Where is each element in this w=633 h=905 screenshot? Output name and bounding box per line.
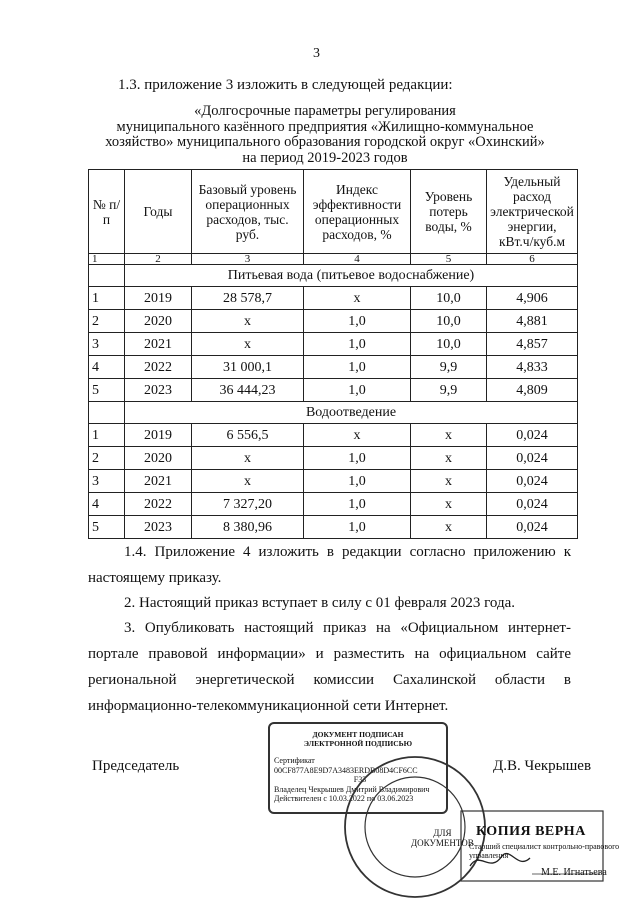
- table-cell: 8 380,96: [192, 516, 304, 539]
- table-row: [89, 333, 578, 356]
- table-cell: 2020: [125, 447, 192, 470]
- table-cell: 2023: [125, 379, 192, 402]
- table-row: [89, 516, 578, 539]
- column-index-row: [89, 254, 578, 265]
- section-header-row: [89, 265, 578, 287]
- title-line: муниципального казённого предприятия «Жилищно-коммунальное: [116, 118, 534, 135]
- table-cell: 1,0: [304, 333, 411, 356]
- table-cell: 2: [89, 310, 125, 333]
- header-cell: Удельный расход электрической энергии, кВт.ч/куб.м: [487, 170, 578, 254]
- index-cell: 1: [89, 254, 125, 265]
- table-cell: 0,024: [487, 424, 578, 447]
- intro-line: 1.3. приложение 3 изложить в следующей редакции:: [118, 77, 453, 93]
- table-cell: 1,0: [304, 356, 411, 379]
- paragraph-2: 2. Настоящий приказ вступает в силу с 01 февраля 2023 года.: [124, 595, 516, 611]
- table-cell: 0,024: [487, 493, 578, 516]
- table-cell: 1: [89, 287, 125, 310]
- table-cell: х: [411, 470, 487, 493]
- title-line: на период 2019-2023 годов: [242, 149, 408, 166]
- seal-inner-ring: [365, 777, 465, 877]
- table-cell: 2022: [125, 356, 192, 379]
- table-row: [89, 470, 578, 493]
- table-cell: 1,0: [304, 379, 411, 402]
- table-cell: х: [411, 516, 487, 539]
- index-cell: 2: [125, 254, 192, 265]
- header-cell: Базовый уровень операционных расходов, тыс. руб.: [192, 170, 304, 254]
- table-cell: 2023: [125, 516, 192, 539]
- page-number: 3: [313, 46, 320, 61]
- table-cell: 2022: [125, 493, 192, 516]
- table-cell: 2019: [125, 424, 192, 447]
- table-cell: х: [304, 287, 411, 310]
- index-cell: 5: [411, 254, 487, 265]
- header-cell: Индекс эффективности операционных расходов, %: [304, 170, 411, 254]
- section-header-row: [89, 402, 578, 424]
- table-cell: 9,9: [411, 356, 487, 379]
- header-cell: Годы: [125, 170, 192, 254]
- table-cell: 3: [89, 470, 125, 493]
- header-cell: Уровень потерь воды, %: [411, 170, 487, 254]
- table-cell: х: [192, 310, 304, 333]
- copy-verifier-position: Старший специалист контрольно-правового управления: [469, 842, 620, 860]
- table-row: [89, 424, 578, 447]
- table-row: [89, 447, 578, 470]
- table-cell: 10,0: [411, 333, 487, 356]
- table-cell: 4,906: [487, 287, 578, 310]
- table-row: [89, 310, 578, 333]
- table-cell: х: [192, 447, 304, 470]
- paragraph-1-4: 1.4. Приложение 4 изложить в редакции согласно приложению к настоящему приказу.: [88, 544, 571, 586]
- table-cell: х: [304, 424, 411, 447]
- esign-cert: F33: [353, 775, 367, 784]
- parameters-table: [88, 169, 578, 539]
- table-cell: х: [411, 424, 487, 447]
- table-cell: 2020: [125, 310, 192, 333]
- esign-cert: Сертификат 00CF877A8E9D7A3483ERDB08D4CF6CC: [274, 756, 418, 775]
- copy-verified-label: КОПИЯ ВЕРНА: [476, 824, 586, 839]
- table-cell: 1: [89, 424, 125, 447]
- table-cell: 0,024: [487, 516, 578, 539]
- table-cell: 3: [89, 333, 125, 356]
- index-cell: 4: [304, 254, 411, 265]
- table-cell: 36 444,23: [192, 379, 304, 402]
- title-line: «Долгосрочные параметры регулирования: [194, 103, 456, 119]
- section-blank-cell: [89, 402, 125, 424]
- table-cell: х: [192, 470, 304, 493]
- signer-position: Председатель: [92, 758, 180, 774]
- table-row: [89, 379, 578, 402]
- signer-name: Д.В. Чекрышев: [493, 758, 592, 774]
- table-cell: 4: [89, 356, 125, 379]
- section-title: Водоотведение: [125, 402, 578, 424]
- table-cell: 4,857: [487, 333, 578, 356]
- esign-owner: Владелец Чекрышев Дмитрий Владимирович: [274, 784, 430, 794]
- stamp-for-docs-line: ДОКУМЕНТОВ: [411, 838, 474, 848]
- table-cell: 9,9: [411, 379, 487, 402]
- esign-valid: Действителен с 10.03.2022 по 03.06.2023: [274, 794, 414, 803]
- table-cell: 0,024: [487, 447, 578, 470]
- table-cell: 7 327,20: [192, 493, 304, 516]
- stamp-for-docs-line: ДЛЯ: [433, 828, 452, 838]
- paragraph-3: 3. Опубликовать настоящий приказ на «Официальном интернет-портале правовой информации» и разместить на официальном сайте региональной энергетической комиссии Сахалинской области в информационно-телекоммуникационной сети Интернет.: [88, 620, 571, 714]
- table-cell: 1,0: [304, 516, 411, 539]
- document-title: [90, 104, 560, 166]
- table-cell: 1,0: [304, 310, 411, 333]
- table-header-row: [89, 170, 578, 254]
- table-row: [89, 493, 578, 516]
- table-cell: 1,0: [304, 493, 411, 516]
- section-blank-cell: [89, 265, 125, 287]
- table-cell: 1,0: [304, 470, 411, 493]
- esign-header: ЭЛЕКТРОННОЙ ПОДПИСЬЮ: [303, 739, 413, 748]
- section-title: Питьевая вода (питьевое водоснабжение): [125, 265, 578, 287]
- table-cell: 4,809: [487, 379, 578, 402]
- table-row: [89, 356, 578, 379]
- title-line: хозяйство» муниципального образования городской округ «Охинский»: [105, 134, 545, 150]
- table-cell: 5: [89, 516, 125, 539]
- table-cell: 4,833: [487, 356, 578, 379]
- copy-verifier-name: М.Е. Игнатьева: [541, 867, 607, 878]
- table-cell: 31 000,1: [192, 356, 304, 379]
- table-cell: 2021: [125, 470, 192, 493]
- index-cell: 6: [487, 254, 578, 265]
- table-cell: х: [192, 333, 304, 356]
- table-cell: 4,881: [487, 310, 578, 333]
- table-cell: х: [411, 493, 487, 516]
- index-cell: 3: [192, 254, 304, 265]
- table-cell: 2019: [125, 287, 192, 310]
- table-row: [89, 287, 578, 310]
- table-cell: 2021: [125, 333, 192, 356]
- table-cell: х: [411, 447, 487, 470]
- table-cell: 4: [89, 493, 125, 516]
- table-cell: 2: [89, 447, 125, 470]
- esign-header: ДОКУМЕНТ ПОДПИСАН: [312, 730, 404, 739]
- table-cell: 1,0: [304, 447, 411, 470]
- table-cell: 0,024: [487, 470, 578, 493]
- table-cell: 6 556,5: [192, 424, 304, 447]
- table-cell: 10,0: [411, 310, 487, 333]
- header-cell: № п/п: [89, 170, 125, 254]
- table-cell: 10,0: [411, 287, 487, 310]
- table-cell: 28 578,7: [192, 287, 304, 310]
- table-cell: 5: [89, 379, 125, 402]
